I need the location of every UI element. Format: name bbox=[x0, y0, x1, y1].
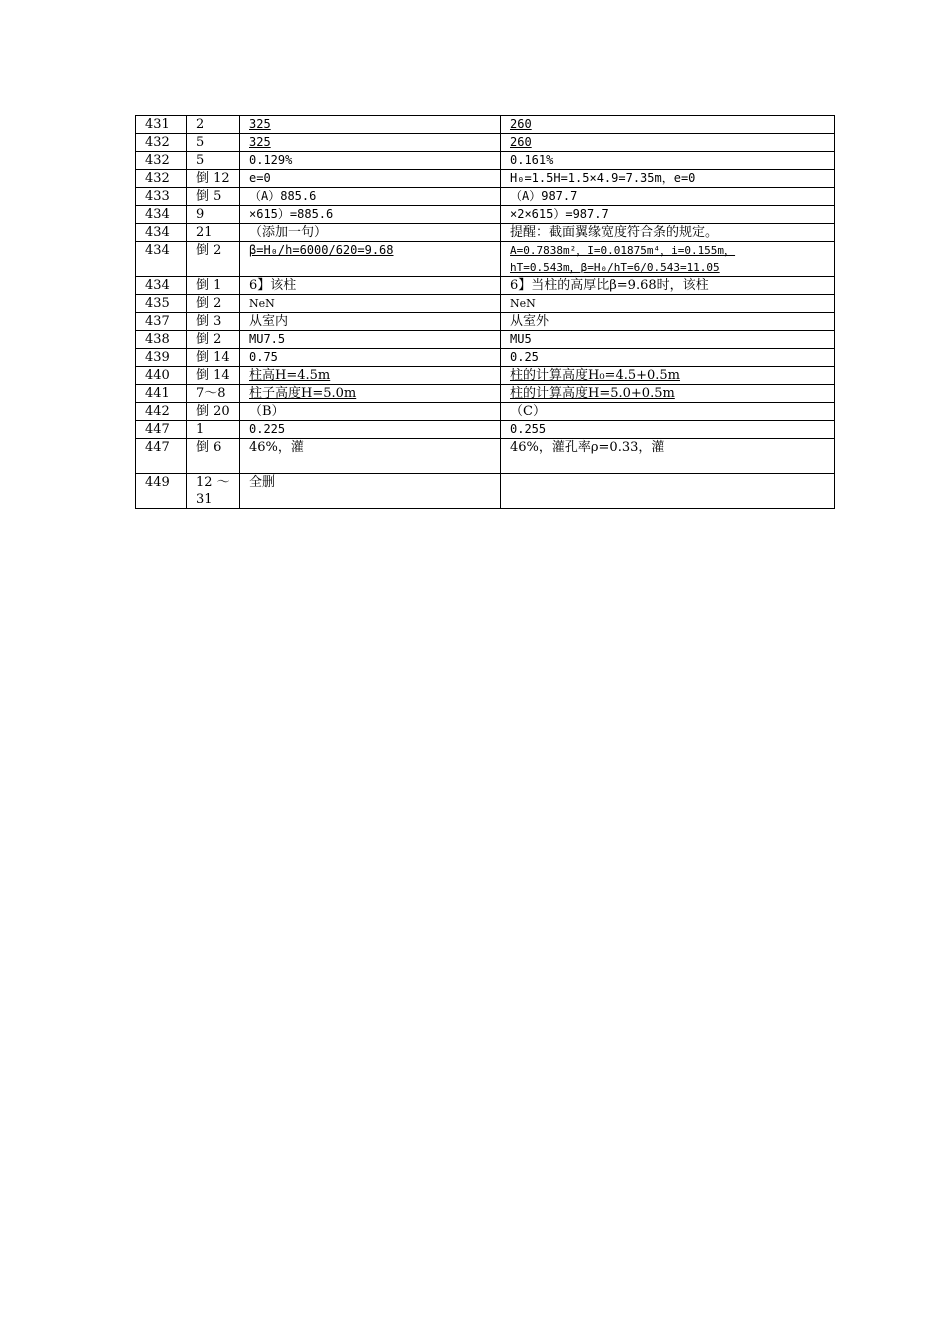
after-cell: （A）987.7 bbox=[501, 188, 835, 206]
table-row bbox=[136, 277, 835, 295]
after-cell: 0.25 bbox=[501, 349, 835, 367]
table-row bbox=[136, 242, 835, 277]
page-cell: 447 bbox=[136, 421, 187, 439]
before-cell: 46%，灌 bbox=[240, 439, 501, 474]
page-cell: 440 bbox=[136, 367, 187, 385]
line-cell: 21 bbox=[187, 224, 240, 242]
after-cell: H₀=1.5H=1.5×4.9=7.35m，e=0 bbox=[501, 170, 835, 188]
before-cell: 325 bbox=[240, 116, 501, 134]
page-cell: 447 bbox=[136, 439, 187, 474]
line-cell: 倒 14 bbox=[187, 367, 240, 385]
page-cell: 438 bbox=[136, 331, 187, 349]
table-row bbox=[136, 439, 835, 474]
line-cell: 9 bbox=[187, 206, 240, 224]
after-cell: 6】当柱的高厚比β=9.68时，该柱 bbox=[501, 277, 835, 295]
before-cell: β=H₀/h=6000/620=9.68 bbox=[240, 242, 501, 277]
before-cell: 柱高H=4.5m bbox=[240, 367, 501, 385]
before-cell: ×615）=885.6 bbox=[240, 206, 501, 224]
table-row bbox=[136, 295, 835, 313]
after-cell-line-2: hT=0.543m，β=H₀/hT=6/0.543=11.05 bbox=[510, 261, 720, 274]
table-row bbox=[136, 349, 835, 367]
table-row bbox=[136, 313, 835, 331]
after-cell: 柱的计算高度H=5.0+0.5m bbox=[501, 385, 835, 403]
table-row bbox=[136, 474, 835, 509]
line-cell: 倒 6 bbox=[187, 439, 240, 474]
before-cell: 0.129% bbox=[240, 152, 501, 170]
line-cell: 倒 12 bbox=[187, 170, 240, 188]
table-row bbox=[136, 116, 835, 134]
page-cell: 442 bbox=[136, 403, 187, 421]
page-cell: 432 bbox=[136, 170, 187, 188]
after-cell: 0.255 bbox=[501, 421, 835, 439]
after-cell bbox=[501, 474, 835, 509]
line-cell-line-1: 12 ～ bbox=[196, 475, 230, 490]
before-cell: 0.75 bbox=[240, 349, 501, 367]
table-row bbox=[136, 331, 835, 349]
page-cell: 433 bbox=[136, 188, 187, 206]
page-cell: 441 bbox=[136, 385, 187, 403]
line-cell: 倒 5 bbox=[187, 188, 240, 206]
table-row bbox=[136, 367, 835, 385]
before-cell: 325 bbox=[240, 134, 501, 152]
table-row bbox=[136, 152, 835, 170]
line-cell: 倒 2 bbox=[187, 242, 240, 277]
before-cell: （B） bbox=[240, 403, 501, 421]
before-cell: e=0 bbox=[240, 170, 501, 188]
after-cell: 0.161% bbox=[501, 152, 835, 170]
table-row bbox=[136, 134, 835, 152]
page-cell: 435 bbox=[136, 295, 187, 313]
before-cell: （A）885.6 bbox=[240, 188, 501, 206]
page-cell: 431 bbox=[136, 116, 187, 134]
page-cell: 434 bbox=[136, 224, 187, 242]
after-cell: 提醒：截面翼缘宽度符合条的规定。 bbox=[501, 224, 835, 242]
before-cell: （添加一句） bbox=[240, 224, 501, 242]
line-cell: 倒 1 bbox=[187, 277, 240, 295]
before-cell: 0.225 bbox=[240, 421, 501, 439]
before-cell: 从室内 bbox=[240, 313, 501, 331]
after-cell: 260 bbox=[501, 116, 835, 134]
after-cell: ×2×615）=987.7 bbox=[501, 206, 835, 224]
page-cell: 439 bbox=[136, 349, 187, 367]
before-cell: MU7.5 bbox=[240, 331, 501, 349]
after-cell: 260 bbox=[501, 134, 835, 152]
page-cell: 449 bbox=[136, 474, 187, 509]
page-cell: 432 bbox=[136, 152, 187, 170]
page-cell: 437 bbox=[136, 313, 187, 331]
line-cell: 倒 2 bbox=[187, 331, 240, 349]
line-cell: 倒 20 bbox=[187, 403, 240, 421]
line-cell: 1 bbox=[187, 421, 240, 439]
line-cell: 5 bbox=[187, 152, 240, 170]
before-cell: 全删 bbox=[240, 474, 501, 509]
after-cell: 柱的计算高度H₀=4.5+0.5m bbox=[501, 367, 835, 385]
table-row bbox=[136, 385, 835, 403]
after-cell: （C） bbox=[501, 403, 835, 421]
after-cell: NeN bbox=[501, 295, 835, 313]
table-row bbox=[136, 403, 835, 421]
table-row bbox=[136, 206, 835, 224]
after-cell: 46%，灌孔率ρ=0.33，灌 bbox=[501, 439, 835, 474]
before-cell: NeN bbox=[240, 295, 501, 313]
before-cell: 柱子高度H=5.0m bbox=[240, 385, 501, 403]
line-cell: 倒 14 bbox=[187, 349, 240, 367]
before-cell: 6】该柱 bbox=[240, 277, 501, 295]
line-cell: 2 bbox=[187, 116, 240, 134]
after-cell: MU5 bbox=[501, 331, 835, 349]
line-cell: 倒 3 bbox=[187, 313, 240, 331]
after-cell-line-1: A=0.7838m²，I=0.01875m⁴，i=0.155m， bbox=[510, 244, 736, 257]
line-cell: 5 bbox=[187, 134, 240, 152]
table-row bbox=[136, 421, 835, 439]
after-cell bbox=[501, 242, 835, 277]
line-cell-line-2: 31 bbox=[196, 492, 213, 507]
line-cell: 倒 2 bbox=[187, 295, 240, 313]
page-cell: 434 bbox=[136, 242, 187, 277]
page-cell: 432 bbox=[136, 134, 187, 152]
line-cell: 7～8 bbox=[187, 385, 240, 403]
page-cell: 434 bbox=[136, 277, 187, 295]
line-cell bbox=[187, 474, 240, 509]
table-row bbox=[136, 224, 835, 242]
errata-table bbox=[135, 115, 835, 509]
page-cell: 434 bbox=[136, 206, 187, 224]
table-row bbox=[136, 170, 835, 188]
table-row bbox=[136, 188, 835, 206]
after-cell: 从室外 bbox=[501, 313, 835, 331]
